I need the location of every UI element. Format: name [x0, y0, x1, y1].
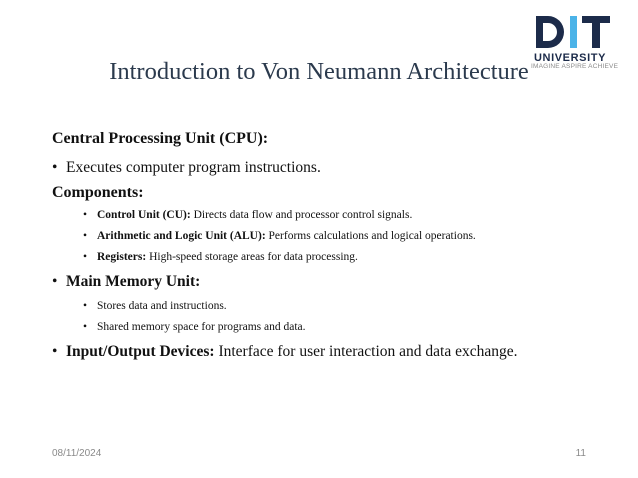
- component-desc: High-speed storage areas for data processing.: [146, 251, 358, 263]
- component-item-registers: [52, 247, 622, 268]
- cpu-point-text: Executes computer program instructions.: [66, 159, 321, 176]
- io-term: Input/Output Devices:: [66, 343, 215, 360]
- cpu-point: [52, 155, 622, 180]
- components-heading: Components:: [52, 184, 144, 201]
- footer-date: 08/11/2024: [52, 448, 102, 459]
- io-point: [52, 338, 622, 366]
- bullet: •: [52, 159, 58, 176]
- component-desc: Performs calculations and logical operations.: [265, 230, 476, 242]
- memory-item: [52, 296, 622, 317]
- logo-university-text: UNIVERSITY: [534, 52, 607, 64]
- memory-item-text: Stores data and instructions.: [97, 300, 227, 312]
- slide-title: Introduction to Von Neumann Architecture: [109, 58, 529, 85]
- logo-tagline: IMAGINE ASPIRE ACHIEVE: [531, 63, 619, 70]
- memory-item-text: Shared memory space for programs and data.: [97, 321, 306, 333]
- bullet: •: [52, 273, 58, 290]
- component-term: Arithmetic and Logic Unit (ALU):: [97, 230, 266, 242]
- bullet: •: [83, 230, 88, 242]
- bullet: •: [83, 209, 88, 221]
- bullet: •: [52, 343, 58, 360]
- bullet: •: [83, 321, 88, 333]
- component-term: Control Unit (CU):: [97, 209, 191, 221]
- memory-heading-text: Main Memory Unit:: [66, 273, 201, 290]
- cpu-heading: Central Processing Unit (CPU):: [52, 130, 269, 147]
- slide-content: [52, 126, 622, 366]
- bullet: •: [83, 251, 88, 263]
- component-desc: Directs data flow and processor control signals.: [190, 209, 413, 221]
- component-term: Registers:: [97, 251, 147, 263]
- bullet: •: [83, 300, 88, 312]
- component-item-cu: [52, 205, 622, 226]
- memory-heading: [52, 268, 622, 296]
- memory-item: [52, 317, 622, 338]
- footer-page-number: 11: [575, 448, 586, 459]
- component-item-alu: [52, 226, 622, 247]
- io-desc: Interface for user interaction and data exchange.: [214, 343, 518, 360]
